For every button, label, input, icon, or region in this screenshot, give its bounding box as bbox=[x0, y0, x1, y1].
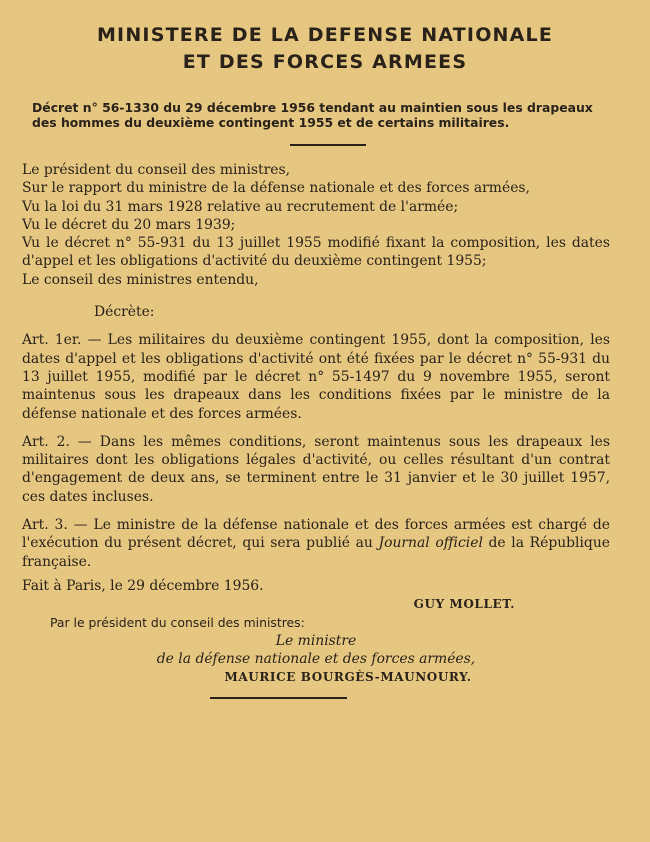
article-2 bbox=[22, 433, 610, 506]
article-text: — Le ministre de la défense nationale et des forces armées est chargé de l'exécution du présent décret, qui sera publié au bbox=[22, 517, 610, 552]
preamble-line: Vu la loi du 31 mars 1928 relative au recrutement de l'armée; bbox=[22, 198, 459, 215]
preamble-line: Vu le décret du 20 mars 1939; bbox=[22, 216, 236, 233]
article-text: — Les militaires du deuxième contingent 1955, dont la composition, les dates d'appel et les obligations d'activité ont été fixées par le décret n° 55-931 du 13 juillet 1955, modifié par le décret n° 55-1497 du 9 novembre 1955, seront maintenus sous les drapeaux dans les conditions fixées par le ministre de la défense nationale et des forces armées. bbox=[22, 332, 610, 422]
article-text: — Dans les mêmes conditions, seront maintenus sous les drapeaux les militaires dont les obligations légales d'activité, ou celles résultant d'un contrat d'engagement de deux ans, se terminent entre le 31 janvier et le 30 juillet 1957, ces dates incluses. bbox=[22, 433, 610, 505]
preamble-line: Le président du conseil des ministres, bbox=[22, 162, 291, 178]
decree-title: Décret n° 56-1330 du 29 décembre 1956 tendant au maintien sous les drapeaux des hommes du deuxième contingent 1955 et de certains militaires. bbox=[32, 100, 593, 130]
by-president: Par le président du conseil des ministres: bbox=[50, 614, 305, 630]
ministry-header bbox=[40, 22, 610, 76]
minister-title-1: Le ministre bbox=[275, 632, 357, 649]
preamble-line: Vu le décret n° 55-931 du 13 juillet 1955 modifié fixant la composition, les dates d'appel et les obligations d'activité du deuxième contingent 1955; bbox=[22, 235, 610, 270]
decree-body bbox=[22, 161, 610, 687]
ministry-line-2: ET DES FORCES ARMEES bbox=[182, 51, 468, 73]
signature-mollet: GUY MOLLET. bbox=[413, 597, 515, 612]
signature-bourges-maunoury: MAURICE BOURGÈS-MAUNOURY. bbox=[224, 670, 472, 685]
article-1 bbox=[22, 331, 610, 422]
bottom-divider bbox=[210, 697, 347, 699]
article-label: Art. 1er. bbox=[22, 332, 82, 349]
preamble-line: Le conseil des ministres entendu, bbox=[22, 271, 259, 288]
minister-title-2: de la défense nationale et des forces armées, bbox=[156, 651, 476, 668]
article-label: Art. 2. bbox=[22, 433, 70, 450]
article-text-end: de la République française. bbox=[22, 535, 610, 570]
article-3 bbox=[22, 516, 610, 571]
ministry-line-1: MINISTERE DE LA DEFENSE NATIONALE bbox=[96, 24, 554, 46]
preamble-line: Sur le rapport du ministre de la défense nationale et des forces armées, bbox=[22, 180, 530, 197]
article-label: Art. 3. bbox=[22, 517, 68, 534]
journal-officiel: Journal officiel bbox=[378, 535, 483, 552]
title-divider bbox=[290, 144, 366, 146]
place-date: Fait à Paris, le 29 décembre 1956. bbox=[22, 577, 264, 594]
decrete-heading: Décrète: bbox=[94, 304, 155, 321]
